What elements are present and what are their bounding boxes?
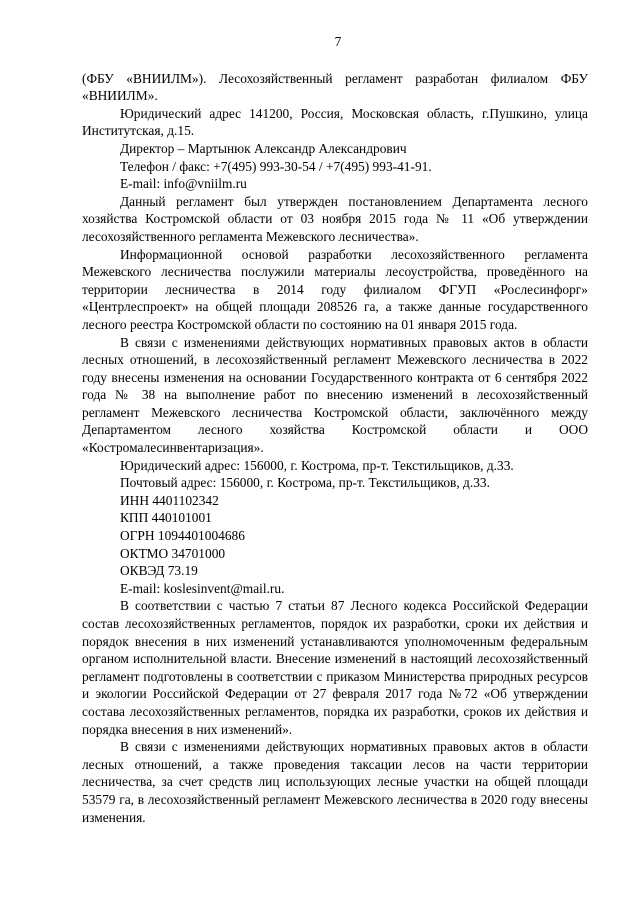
paragraph-legal-address-kostroma: Юридический адрес: 156000, г. Кострома, пр-т. Текстильщиков, д.33. <box>120 457 514 473</box>
paragraph-email-vniilm: E-mail: info@vniilm.ru <box>120 176 247 192</box>
paragraph-inn: ИНН 4401102342 <box>120 492 219 508</box>
paragraph-oktmo: ОКТМО 34701000 <box>120 545 226 561</box>
page-number: 7 <box>334 34 342 49</box>
paragraph-changes-2020: В связи с изменениями действующих нормативных правовых актов в области лесных отношений, а также проведения таксации лесов на части территории лесничества, за счет средств лиц использующих лесные участки на общей площади 53579 га, в лесохозяйственный регламент Межевского лесничества в 2020 году внесены изменения. <box>82 739 588 825</box>
paragraph-okved: ОКВЭД 73.19 <box>120 563 198 579</box>
paragraph-phone-fax: Телефон / факс: +7(495) 993-30-54 / +7(495) 993-41-91. <box>120 158 432 174</box>
paragraph-director: Директор – Мартынюк Александр Александрович <box>120 140 407 156</box>
paragraph-information-basis: Информационной основой разработки лесохозяйственного регламента Межевского лесничества послужили материалы лесоустройства, проведённого на территории лесничества в 2014 году филиалом ФГУП «Рослесинфорг» «Центрлеспроект» на общей площади 208526 га, а также данные государственного лесного реестра Костромской области по состоянию на 01 января 2015 года. <box>82 246 588 332</box>
paragraph-developer: (ФБУ «ВНИИЛМ»). Лесохозяйственный регламент разработан филиалом ФБУ «ВНИИЛМ». <box>82 70 588 104</box>
paragraph-approval: Данный регламент был утвержден постановлением Департамента лесного хозяйства Костромской области от 03 ноября 2015 года № 11 «Об утверждении лесохозяйственного регламента Межевского лесничества». <box>82 193 588 244</box>
paragraph-email-koslesinvent: E-mail: koslesinvent@mail.ru. <box>120 580 285 596</box>
paragraph-legal-address-vniilm: Юридический адрес 141200, Россия, Московская область, г.Пушкино, улица Институтская, д.15. <box>82 105 588 139</box>
paragraph-kpp: КПП 440101001 <box>120 510 212 526</box>
paragraph-forest-code: В соответствии с частью 7 статьи 87 Лесного кодекса Российской Федерации состав лесохозяйственных регламентов, порядок их разработки, сроки их действия и порядок внесения в них изменений устанавливаются уполномоченным федеральным органом исполнительной власти. Внесение изменений в настоящий лесохозяйственный регламент подготовлены в соответствии с приказом Министерства природных ресурсов и экологии Российской Федерации от 27 февраля 2017 года №72 «Об утверждении состава лесохозяйственных регламентов, порядка их разработки, сроков их действия и порядка внесения в них изменений». <box>82 598 588 737</box>
paragraph-changes-2022: В связи с изменениями действующих нормативных правовых актов в области лесных отношений, в лесохозяйственный регламент Межевского лесничества в 2022 году внесены изменения на основании Государственного контракта от 6 сентября 2022 года № 38 на выполнение работ по внесению изменений в лесохозяйственный регламент Межевского лесничества Костромской области, заключённого между Департаментом лесного хозяйства Костромской области и ООО «Костромалесинвентаризация». <box>82 334 588 456</box>
paragraph-postal-address: Почтовый адрес: 156000, г. Кострома, пр-т. Текстильщиков, д.33. <box>120 475 490 491</box>
paragraph-ogrn: ОГРН 1094401004686 <box>120 528 245 544</box>
